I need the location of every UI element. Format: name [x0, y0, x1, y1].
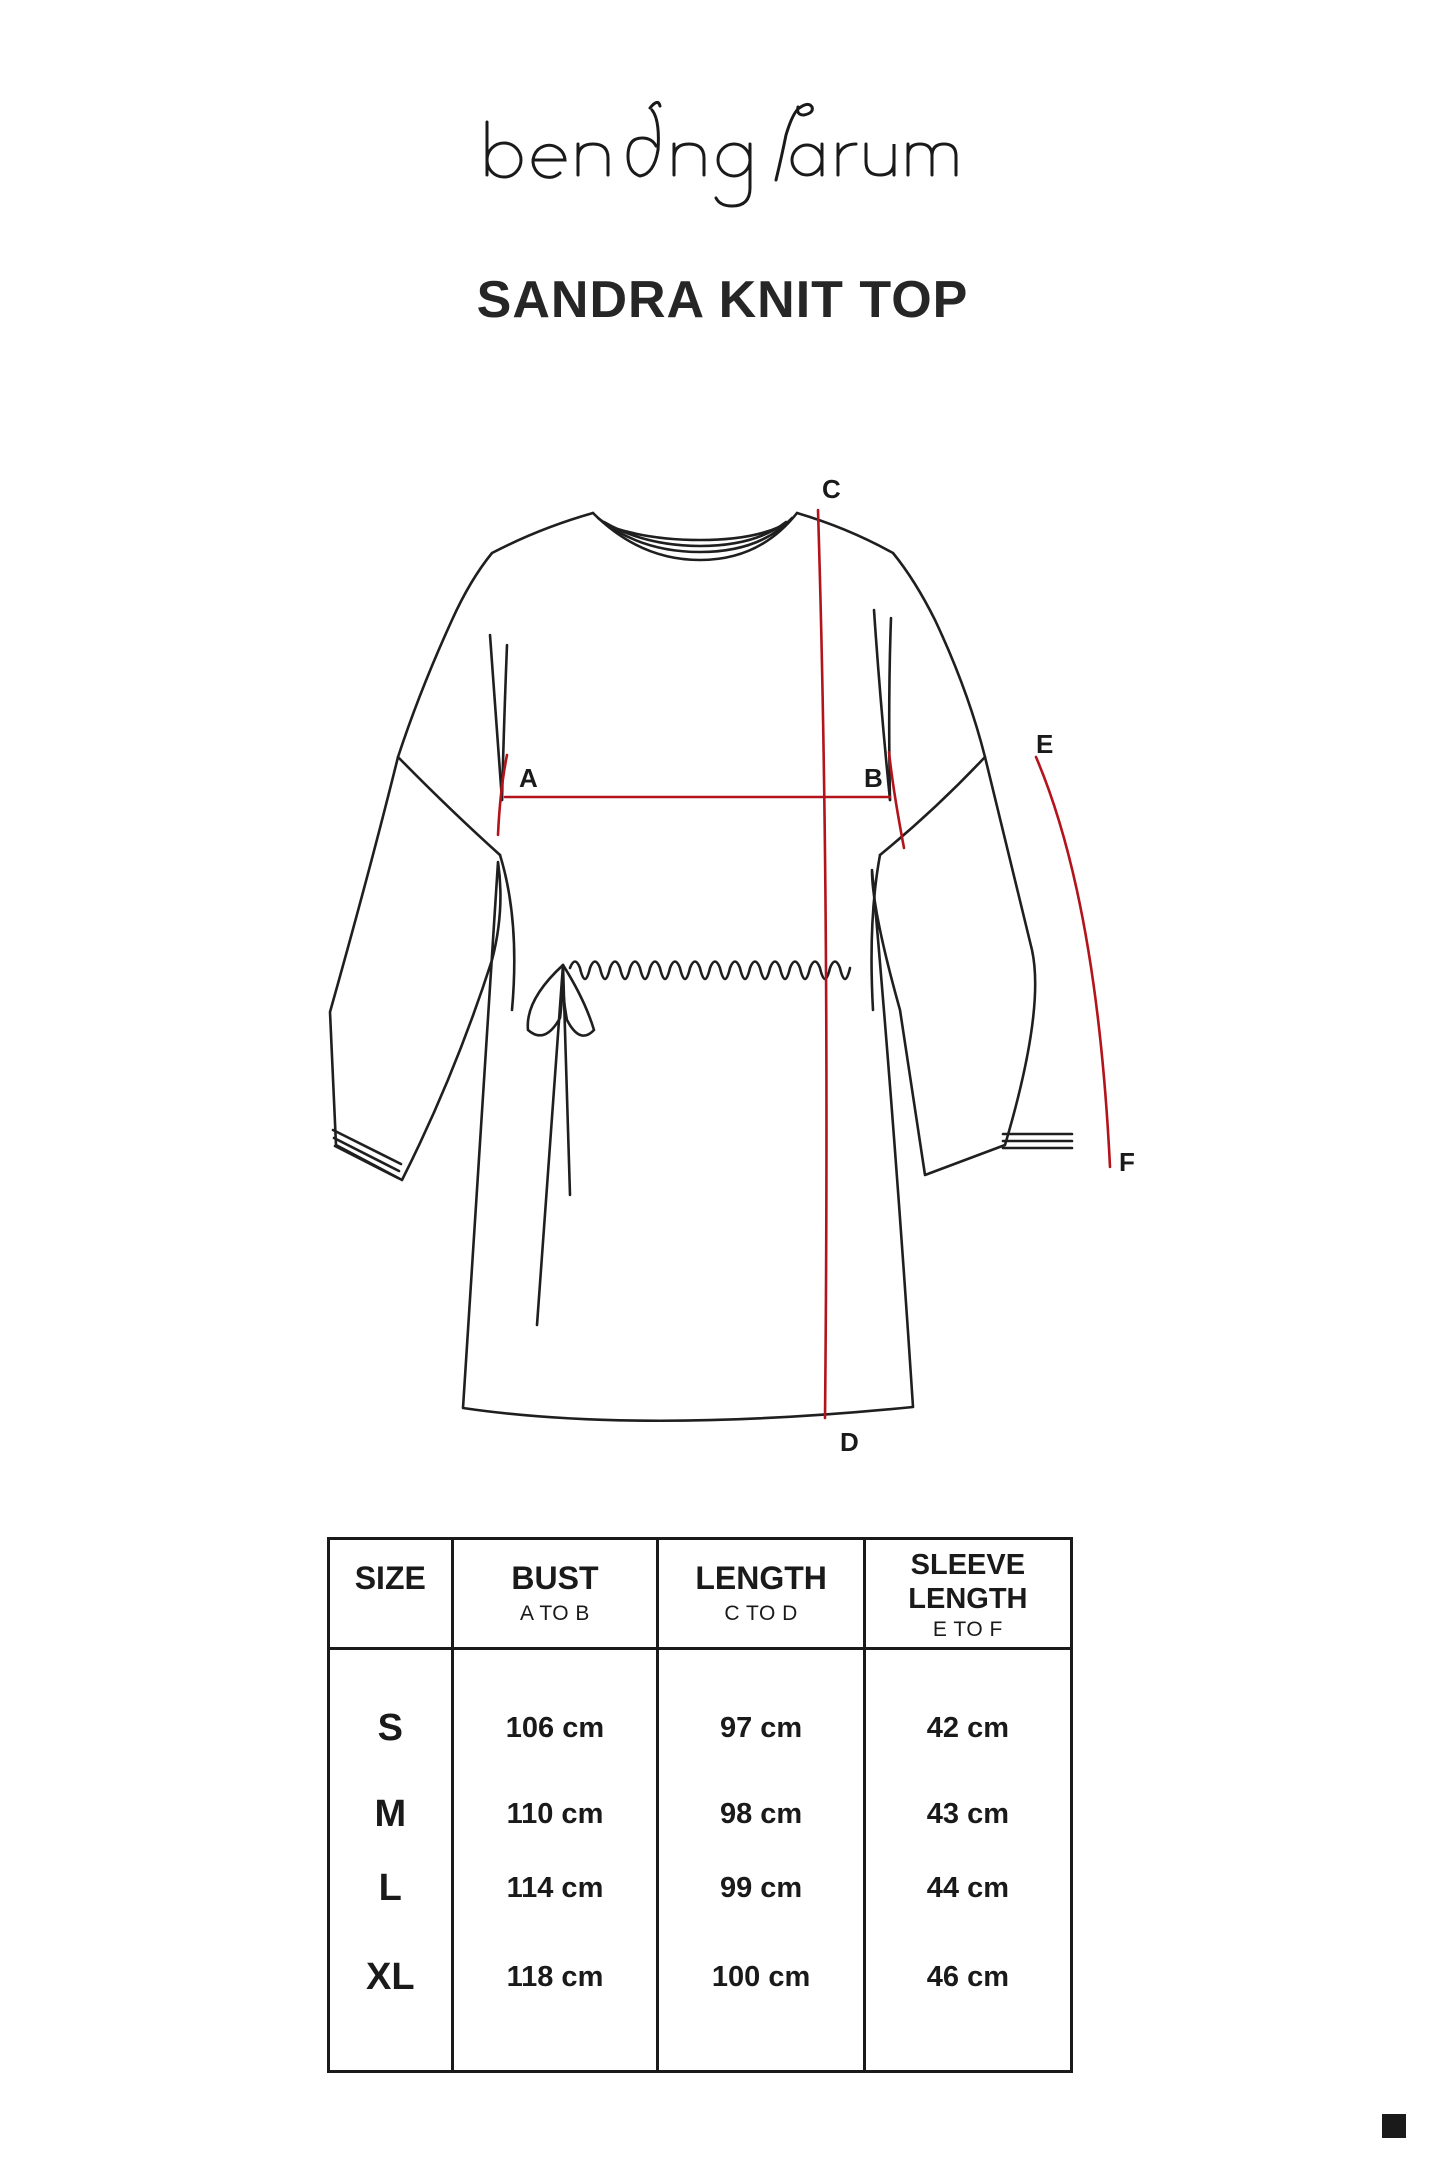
- cell-bust: 110 cm: [452, 1777, 658, 1851]
- cell-size: XL: [329, 1926, 453, 2072]
- cell-bust: 106 cm: [452, 1649, 658, 1778]
- table-row: [329, 1851, 1072, 1925]
- point-label-d: D: [840, 1427, 859, 1457]
- product-title: SANDRA KNIT TOP: [476, 271, 969, 329]
- point-label-f: F: [1119, 1147, 1135, 1177]
- cell-bust: 118 cm: [452, 1926, 658, 2072]
- table-row: [329, 1926, 1072, 2072]
- cell-size: S: [329, 1649, 453, 1778]
- cell-length: 98 cm: [658, 1777, 864, 1851]
- point-label-e: E: [1036, 729, 1054, 759]
- table-header-row: [329, 1539, 1072, 1649]
- cell-length: 99 cm: [658, 1851, 864, 1925]
- table-row: [329, 1777, 1072, 1851]
- point-label-a: A: [519, 763, 538, 793]
- header-size: SIZE: [329, 1539, 453, 1649]
- point-label-c: C: [822, 474, 841, 504]
- garment-diagram: [0, 440, 1445, 1490]
- cell-sleeve: 43 cm: [864, 1777, 1071, 1851]
- corner-square-mark: [1382, 2114, 1406, 2138]
- cell-size: M: [329, 1777, 453, 1851]
- point-label-b: B: [864, 763, 883, 793]
- cell-length: 97 cm: [658, 1649, 864, 1778]
- cell-sleeve: 46 cm: [864, 1926, 1071, 2072]
- cell-size: L: [329, 1851, 453, 1925]
- header-sleeve-length: SLEEVE LENGTH E TO F: [864, 1539, 1071, 1649]
- sleeve-line: [1036, 757, 1110, 1167]
- size-chart-table: [327, 1537, 1073, 2073]
- cell-sleeve: 42 cm: [864, 1649, 1071, 1778]
- header-bust: BUST A TO B: [452, 1539, 658, 1649]
- brand-logo: [0, 60, 1445, 220]
- cell-sleeve: 44 cm: [864, 1851, 1071, 1925]
- cell-length: 100 cm: [658, 1926, 864, 2072]
- garment-outline: [330, 513, 1035, 1421]
- cell-bust: 114 cm: [452, 1851, 658, 1925]
- table-row: [329, 1649, 1072, 1778]
- header-length: LENGTH C TO D: [658, 1539, 864, 1649]
